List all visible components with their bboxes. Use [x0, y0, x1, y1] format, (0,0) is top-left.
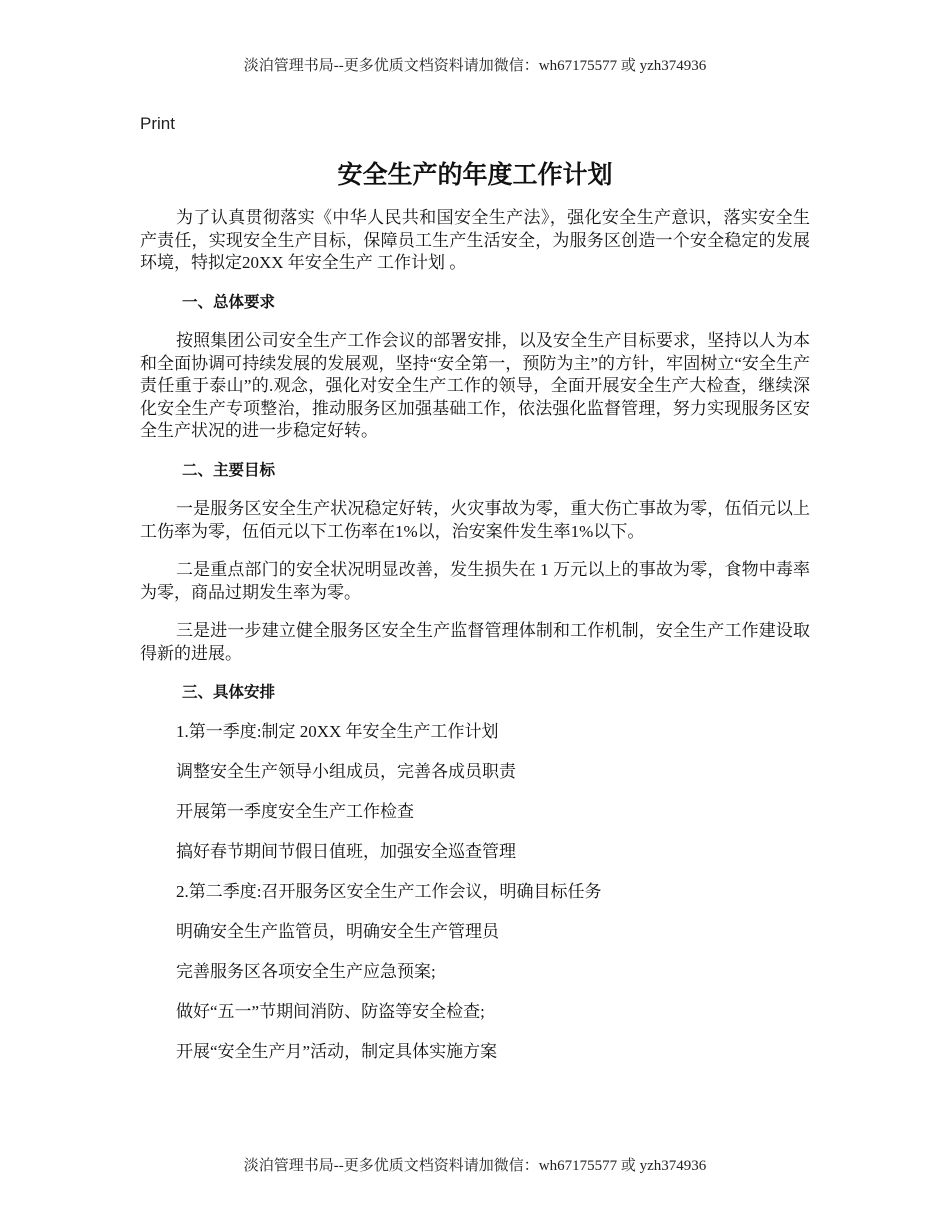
document-title: 安全生产的年度工作计划	[337, 160, 613, 189]
section-heading-specific-arrangements: 三、具体安排	[182, 683, 276, 701]
list-item: 搞好春节期间节假日值班，加强安全巡查管理	[176, 841, 516, 861]
list-item: 做好“五一”节期间消防、防盗等安全检查;	[176, 1001, 485, 1021]
list-item: 开展第一季度安全生产工作检查	[176, 801, 414, 821]
section-heading-main-goals: 二、主要目标	[182, 460, 276, 479]
overall-requirements-paragraph: 按照集团公司安全生产工作会议的部署安排，以及安全生产目标要求，坚持以人为本和全面协调可持续发展的发展观，坚持“安全第一，预防为主”的方针，牢固树立“安全生产责任重于泰山”的.观念，强化对安全生产工作的领导，全面开展安全生产大检查，继续深化安全生产专项整治，推动服务区加强基础工作，依法强化监督管理，努力实现服务区安全生产状况的进一步稳定好转。	[140, 331, 810, 440]
page-footer: 淡泊管理书局--更多优质文档资料请加微信：wh67175577 或 yzh374936	[243, 1158, 707, 1174]
list-item: 完善服务区各项安全生产应急预案;	[176, 961, 436, 981]
print-label: Print	[140, 114, 175, 133]
goal-paragraph-1: 一是服务区安全生产状况稳定好转，火灾事故为零，重大伤亡事故为零，伍佰元以上工伤率为零，伍佰元以下工伤率在1%以，治安案件发生率1%以下。	[140, 499, 810, 541]
list-item: 开展“安全生产月”活动，制定具体实施方案	[176, 1041, 498, 1061]
document-body	[140, 207, 810, 1081]
intro-paragraph: 为了认真贯彻落实《中华人民共和国安全生产法》，强化安全生产意识，落实安全生产责任，实现安全生产目标，保障员工生产生活安全，为服务区创造一个安全稳定的发展环境，特拟定20XX 年安全生产 工作计划 。	[140, 208, 810, 272]
list-item: 调整安全生产领导小组成员，完善各成员职责	[176, 761, 516, 781]
list-item: 2.第二季度:召开服务区安全生产工作会议，明确目标任务	[176, 881, 602, 901]
goal-paragraph-3: 三是进一步建立健全服务区安全生产监督管理体制和工作机制，安全生产工作建设取得新的进展。	[140, 621, 810, 663]
page-header: 淡泊管理书局--更多优质文档资料请加微信：wh67175577 或 yzh374936	[243, 58, 707, 74]
list-item: 1.第一季度:制定 20XX 年安全生产工作计划	[176, 721, 499, 741]
goal-paragraph-2: 二是重点部门的安全状况明显改善，发生损失在 1 万元以上的事故为零，食物中毒率为零，商品过期发生率为零。	[140, 560, 810, 602]
list-item: 明确安全生产监管员，明确安全生产管理员	[176, 921, 499, 941]
section-heading-overall-requirements: 一、总体要求	[182, 292, 276, 311]
